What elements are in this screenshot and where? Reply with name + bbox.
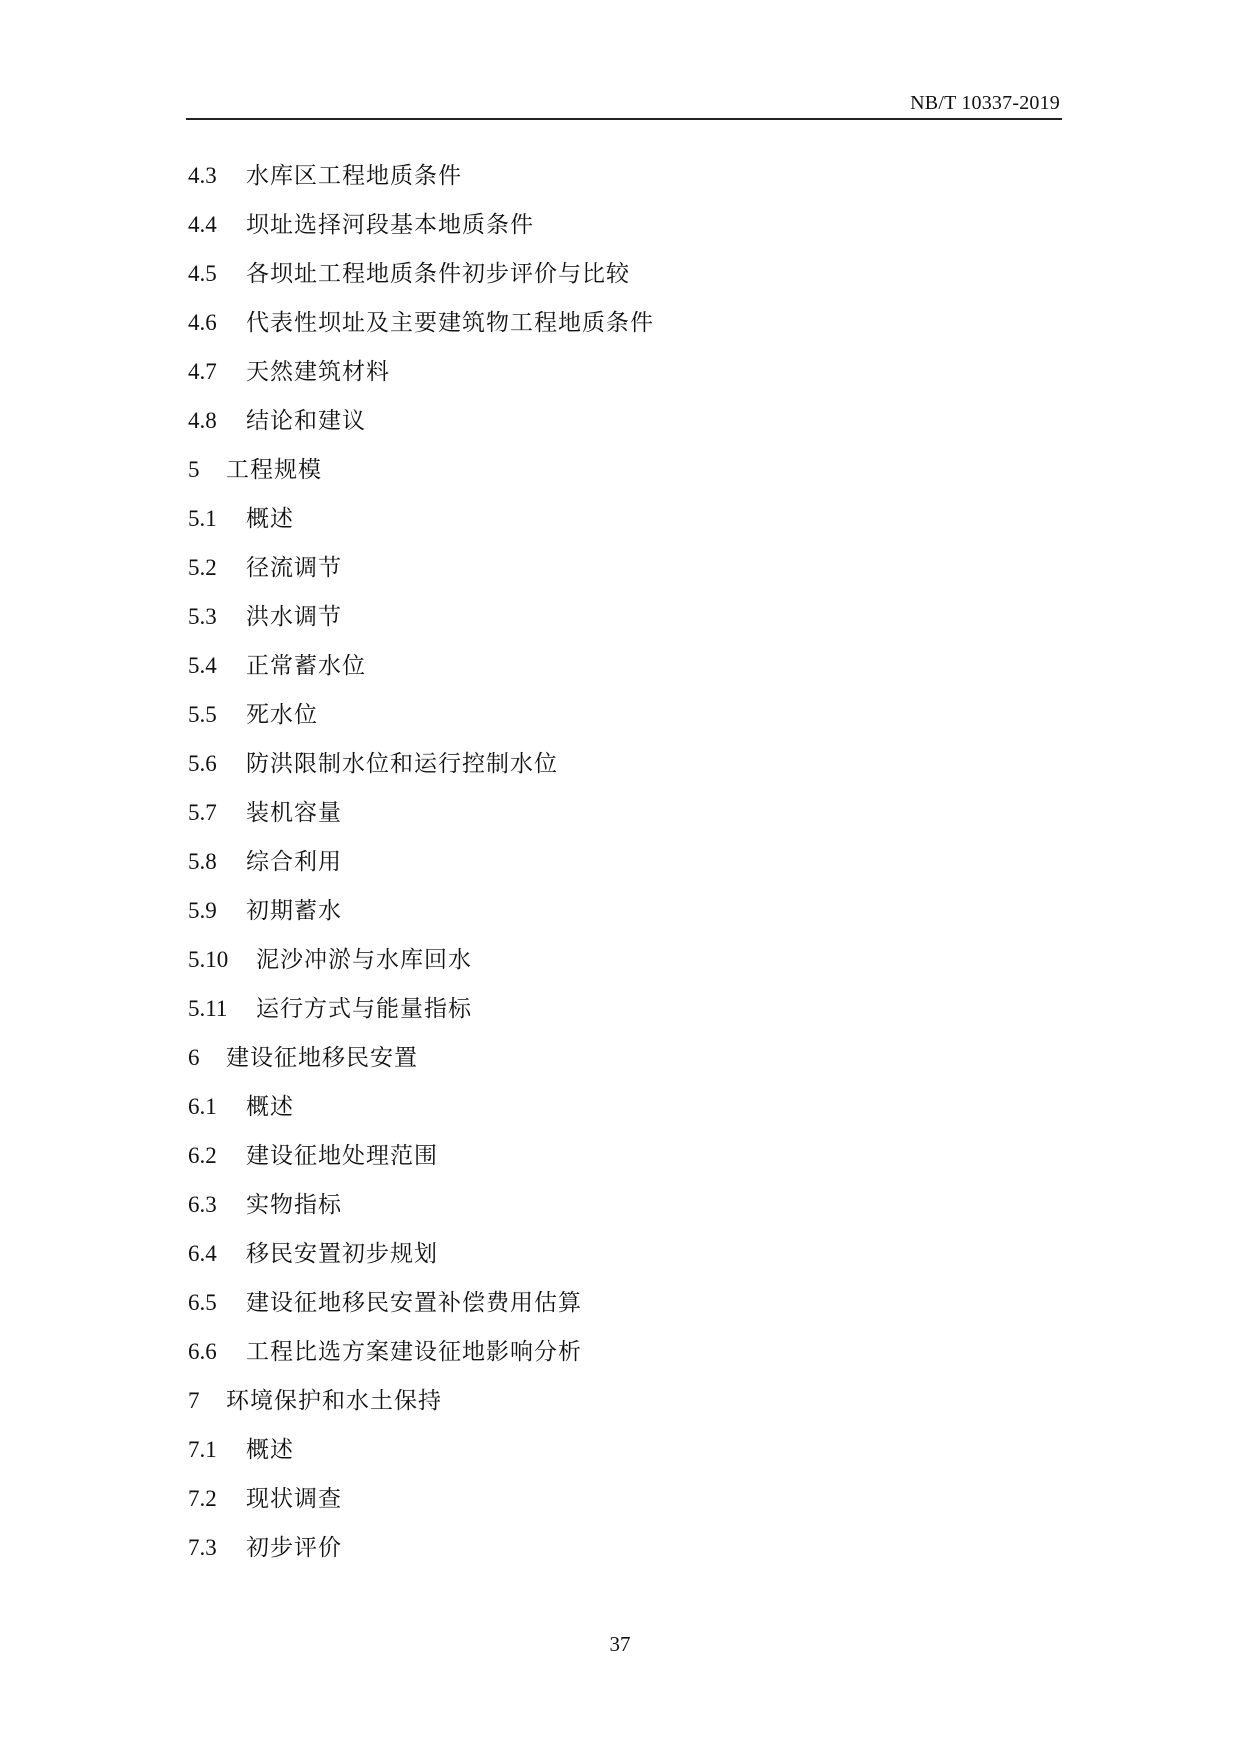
toc-entry (188, 647, 654, 696)
toc-entry-title: 装机容量 (246, 800, 342, 826)
toc-entry-title: 建设征地移民安置 (226, 1045, 418, 1071)
toc-entry-title: 建设征地移民安置补偿费用估算 (246, 1290, 582, 1316)
toc-entry-title: 运行方式与能量指标 (256, 996, 472, 1022)
toc-entry-number: 4.3 (188, 163, 217, 188)
toc-entry-number: 5 (188, 457, 200, 482)
toc-entry-title: 代表性坝址及主要建筑物工程地质条件 (246, 310, 654, 336)
toc-entry-title: 概述 (246, 1437, 294, 1463)
toc-entry (188, 549, 654, 598)
toc-entry (188, 1137, 654, 1186)
toc-entry-title: 工程比选方案建设征地影响分析 (246, 1339, 582, 1365)
toc-entry (188, 1088, 654, 1137)
toc-entry (188, 1284, 654, 1333)
toc-entry-title: 建设征地处理范围 (246, 1143, 438, 1169)
toc-entry-title: 移民安置初步规划 (246, 1241, 438, 1267)
toc-entry-title: 泥沙冲淤与水库回水 (256, 947, 472, 973)
toc-entry (188, 892, 654, 941)
toc-entry-number: 5.6 (188, 751, 217, 776)
toc-entry-number: 6 (188, 1045, 200, 1070)
toc-entry (188, 500, 654, 549)
standard-code: NB/T 10337-2019 (910, 92, 1060, 114)
toc-entry-title: 死水位 (246, 702, 318, 728)
toc-entry-title: 现状调查 (246, 1486, 342, 1512)
toc-entry (188, 990, 654, 1039)
toc-entry-number: 7 (188, 1388, 200, 1413)
toc-entry-number: 6.2 (188, 1143, 217, 1168)
toc-entry-title: 洪水调节 (246, 604, 342, 630)
toc-entry (188, 1235, 654, 1284)
header-rule (186, 118, 1062, 120)
toc-entry-number: 4.6 (188, 310, 217, 335)
toc-entry-title: 各坝址工程地质条件初步评价与比较 (246, 261, 630, 287)
toc-entry-number: 5.8 (188, 849, 217, 874)
toc-entry-number: 5.2 (188, 555, 217, 580)
toc-entry-number: 7.3 (188, 1535, 217, 1560)
toc-entry-title: 径流调节 (246, 555, 342, 581)
table-of-contents (188, 157, 654, 1578)
toc-entry (188, 1186, 654, 1235)
toc-entry-title: 实物指标 (246, 1192, 342, 1218)
toc-entry (188, 1529, 654, 1578)
toc-entry-number: 5.1 (188, 506, 217, 531)
toc-entry-number: 5.10 (188, 947, 229, 972)
toc-entry-title: 结论和建议 (246, 408, 366, 434)
toc-entry (188, 206, 654, 255)
toc-entry-title: 正常蓄水位 (246, 653, 366, 679)
toc-entry-number: 5.7 (188, 800, 217, 825)
toc-entry (188, 451, 654, 500)
toc-entry-title: 工程规模 (226, 457, 322, 483)
toc-entry (188, 1382, 654, 1431)
toc-entry-title: 天然建筑材料 (246, 359, 390, 385)
toc-entry-number: 7.1 (188, 1437, 217, 1462)
toc-entry-number: 7.2 (188, 1486, 217, 1511)
toc-entry-number: 6.6 (188, 1339, 217, 1364)
toc-entry-number: 5.5 (188, 702, 217, 727)
toc-entry (188, 696, 654, 745)
page-number: 37 (609, 1632, 631, 1656)
toc-entry-title: 初步评价 (246, 1535, 342, 1561)
toc-entry-number: 6.3 (188, 1192, 217, 1217)
toc-entry-number: 5.9 (188, 898, 217, 923)
toc-entry-title: 概述 (246, 506, 294, 532)
toc-entry (188, 304, 654, 353)
toc-entry (188, 157, 654, 206)
toc-entry-number: 6.1 (188, 1094, 217, 1119)
toc-entry-title: 防洪限制水位和运行控制水位 (246, 751, 558, 777)
toc-entry (188, 1039, 654, 1088)
toc-entry-number: 5.3 (188, 604, 217, 629)
toc-entry-title: 环境保护和水土保持 (226, 1388, 442, 1414)
toc-entry-title: 水库区工程地质条件 (246, 163, 462, 189)
toc-entry-number: 6.5 (188, 1290, 217, 1315)
toc-entry-title: 坝址选择河段基本地质条件 (246, 212, 534, 238)
toc-entry-title: 初期蓄水 (246, 898, 342, 924)
toc-entry-number: 4.8 (188, 408, 217, 433)
toc-entry-number: 6.4 (188, 1241, 217, 1266)
toc-entry (188, 1480, 654, 1529)
toc-entry (188, 794, 654, 843)
toc-entry-number: 4.5 (188, 261, 217, 286)
toc-entry-title: 概述 (246, 1094, 294, 1120)
toc-entry (188, 745, 654, 794)
toc-entry-title: 综合利用 (246, 849, 342, 875)
toc-entry (188, 353, 654, 402)
toc-entry (188, 402, 654, 451)
toc-entry (188, 255, 654, 304)
toc-entry (188, 1333, 654, 1382)
toc-entry-number: 4.7 (188, 359, 217, 384)
toc-entry-number: 5.4 (188, 653, 217, 678)
toc-entry (188, 598, 654, 647)
toc-entry-number: 5.11 (188, 996, 228, 1021)
toc-entry (188, 843, 654, 892)
toc-entry (188, 1431, 654, 1480)
toc-entry (188, 941, 654, 990)
toc-entry-number: 4.4 (188, 212, 217, 237)
